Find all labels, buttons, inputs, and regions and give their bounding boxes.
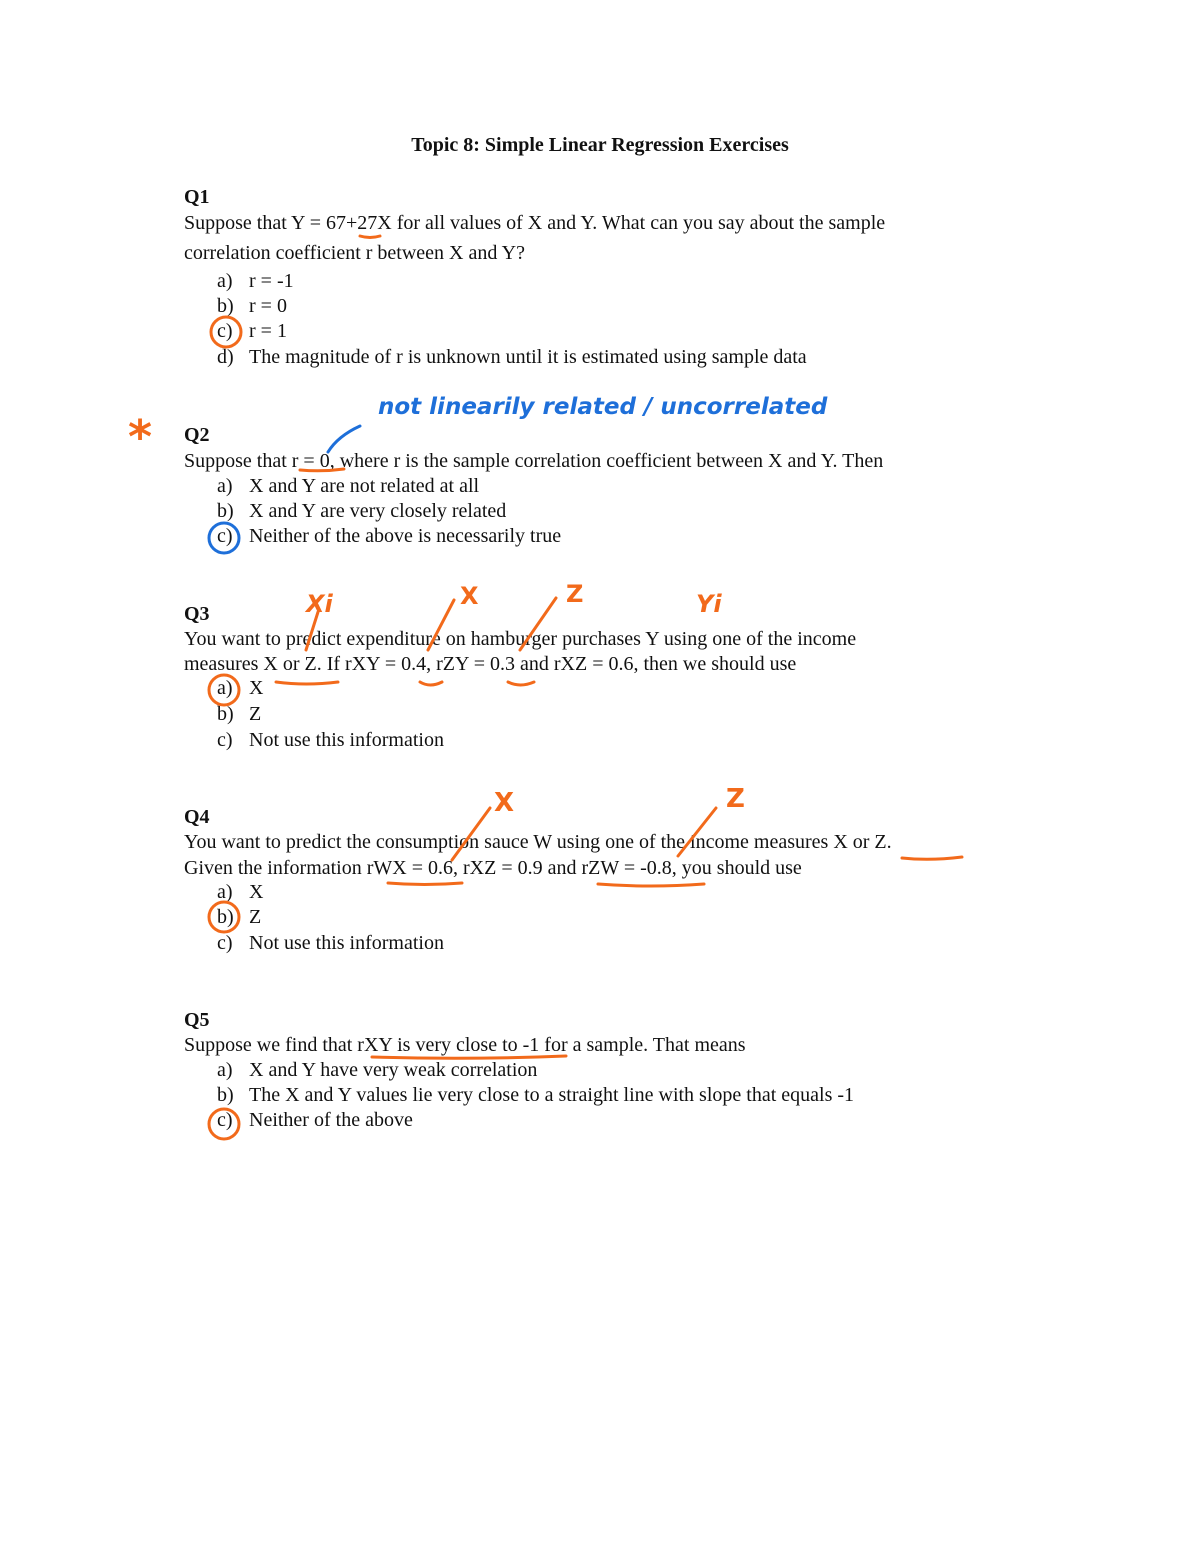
q1-heading: Q1 [184,186,210,208]
q3-option-c [217,729,444,752]
q4-option-a [217,881,263,904]
option-label: a) [217,881,233,903]
underline-mark [902,857,962,859]
option-label: c) [217,525,233,547]
q3-stem-line1: You want to predict expenditure on hamburger purchases Y using one of the income [184,628,857,650]
option-label: b) [217,1084,234,1106]
q3-note-xi: Xi [306,590,333,618]
asterisk-mark: * [128,410,153,464]
q1-option-c [217,320,287,343]
q2-stem-line1: Suppose that r = 0, where r is the sample correlation coefficient between X and Y. Then [184,450,884,472]
option-label: a) [217,475,233,497]
q3-option-a [217,677,263,700]
q2-option-c [217,525,561,548]
q3-stem-line2: measures X or Z. If rXY = 0.4, rZY = 0.3 and rXZ = 0.6, then we should use [184,653,797,675]
underline-mark [508,682,534,685]
option-text: r = 0 [249,295,287,317]
option-text: The magnitude of r is unknown until it is estimated using sample data [249,346,807,368]
option-label: b) [217,500,234,522]
option-text: r = -1 [249,270,294,292]
option-label: a) [217,677,233,699]
option-text: Not use this information [249,729,444,751]
q5-heading: Q5 [184,1009,210,1031]
option-text: X [249,677,264,699]
option-label: c) [217,320,233,342]
option-text: The X and Y values lie very close to a straight line with slope that equals -1 [249,1084,855,1106]
q4-option-b [217,906,261,929]
underline-mark [360,236,380,238]
option-text: X [249,881,264,903]
option-label: c) [217,932,233,954]
q5-option-b [217,1084,854,1107]
option-label: c) [217,1109,233,1131]
q5-option-c [217,1109,413,1132]
orange-ink-strokes [209,236,962,1139]
option-label: b) [217,703,234,725]
q4-heading: Q4 [184,806,210,828]
q1-stem-line1: Suppose that Y = 67+27X for all values of X and Y. What can you say about the sample [184,212,886,234]
underline-mark [598,884,704,886]
option-text: Z [249,703,262,725]
q1-option-d [217,346,807,369]
q5-stem-line1: Suppose we find that rXY is very close to -1 for a sample. That means [184,1034,746,1056]
option-text: Z [249,906,262,928]
page-title: Topic 8: Simple Linear Regression Exercises [411,134,789,156]
underline-mark [420,682,442,685]
q4-note-z: Z [726,784,745,814]
option-text: Not use this information [249,932,444,954]
option-label: b) [217,295,234,317]
q4-option-c [217,932,444,955]
underline-mark [388,883,462,885]
q3-option-b [217,703,261,726]
option-label: a) [217,1059,233,1081]
q1-stem-line2: correlation coefficient r between X and Y? [184,242,525,264]
q1-option-a [217,270,294,293]
option-text: X and Y are very closely related [249,500,507,522]
q2-heading: Q2 [184,424,210,446]
q3-note-yi: Yi [696,590,722,618]
q3-note-x: X [460,582,479,610]
underline-mark [276,682,338,684]
q5-option-a [217,1059,537,1082]
option-text: Neither of the above is necessarily true [249,525,562,547]
option-text: X and Y have very weak correlation [249,1059,538,1081]
option-label: c) [217,729,233,751]
option-text: r = 1 [249,320,287,342]
q4-stem-line1: You want to predict the consumption sauce W using one of the income measures X or Z. [184,831,892,853]
q4-note-x: X [494,788,515,818]
q1-option-b [217,295,287,318]
option-text: X and Y are not related at all [249,475,480,497]
q3-note-z: Z [566,580,584,608]
option-label: d) [217,346,234,368]
q2-handwritten-note: not linearily related / uncorrelated [378,394,828,420]
q3-heading: Q3 [184,603,210,625]
q2-option-a [217,475,479,498]
q2-option-b [217,500,506,523]
q4-stem-line2: Given the information rWX = 0.6, rXZ = 0.9 and rZW = -0.8, you should use [184,857,802,879]
option-label: b) [217,906,234,928]
option-text: Neither of the above [249,1109,413,1131]
option-label: a) [217,270,233,292]
